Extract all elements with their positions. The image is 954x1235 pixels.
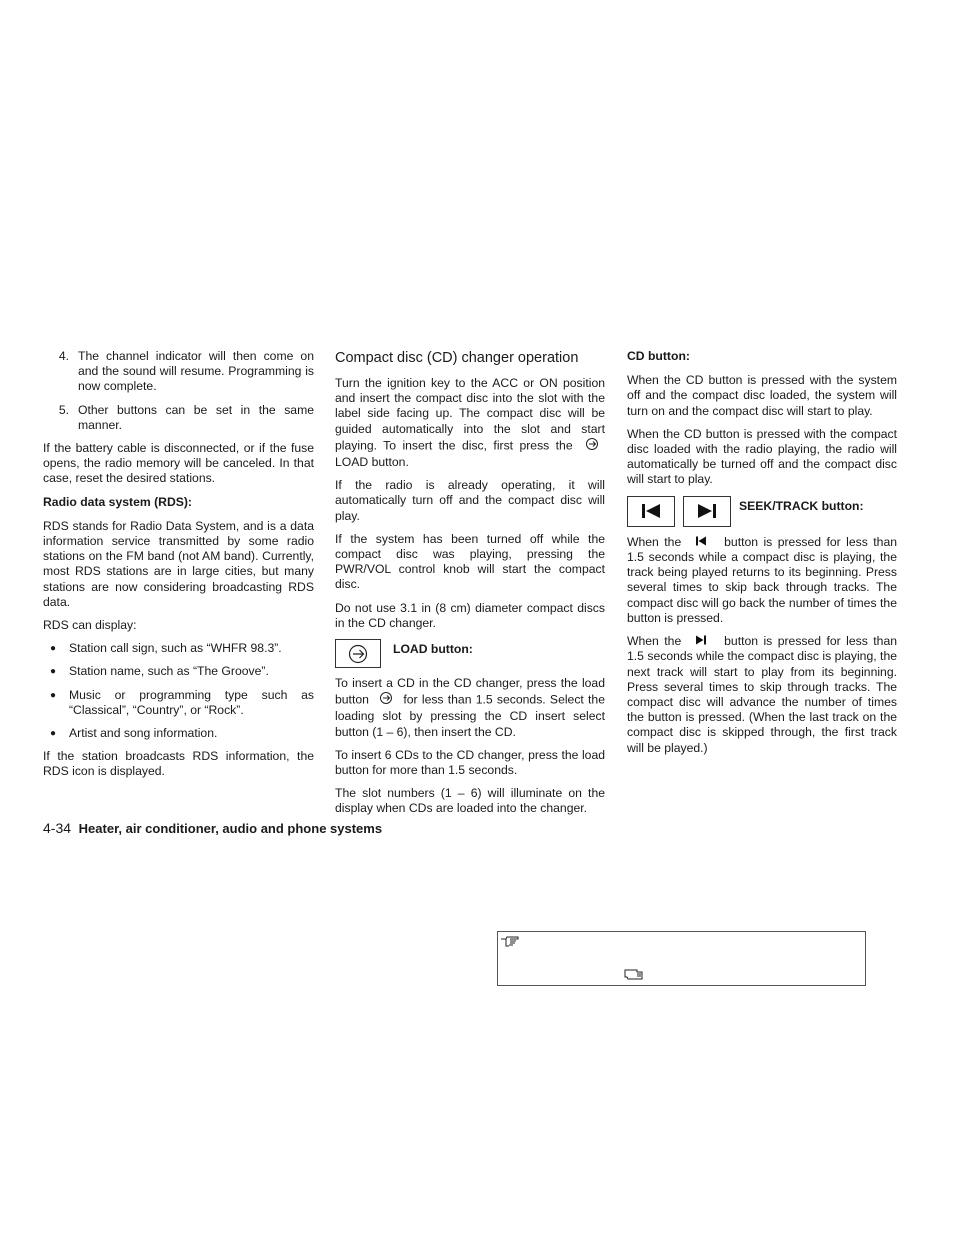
load-button-label: LOAD button:	[393, 642, 473, 657]
radio-operating-paragraph: If the radio is already operating, it will automatically turn off and the compact disc will play.	[335, 478, 605, 523]
seek-back-paragraph: When the button is pressed for less than 1.5 seconds while a compact disc is playing, the track being played returns to its beginning. Press several times to skip back through tracks. The compact disc will go back the number of times the button is pressed.	[627, 534, 898, 625]
list-item: ● Artist and song information.	[43, 726, 314, 741]
seek-back-icon	[627, 496, 675, 527]
page-number: 4-34	[43, 820, 72, 836]
list-item: ● Music or programming type such as “Classical”, “Country”, or “Rock”.	[43, 688, 314, 718]
system-off-paragraph: If the system has been turned off while the compact disc was playing, pressing the PWR/VOL control knob will start the compact disc.	[335, 531, 605, 592]
pointing-hand-icon	[500, 934, 520, 952]
bullet-icon: ●	[50, 666, 57, 678]
insert-disc-paragraph: Turn the ignition key to the ACC or ON position and insert the compact disc into the slot with the label side facing up. The compact disc will be guided automatically into the slot and start playing. To insert the disc, first press the LOAD button.	[335, 376, 605, 470]
cd-radio-playing-paragraph: When the CD button is pressed with the compact disc loaded with the radio playing, the radio will automatically be turned off and the compact disc will start to play.	[627, 426, 897, 487]
seek-forward-icon	[695, 634, 707, 649]
list-item: ● Station call sign, such as “WHFR 98.3”.	[43, 641, 314, 656]
slot-numbers-paragraph: The slot numbers (1 – 6) will illuminate on the display when CDs are loaded into the changer.	[335, 786, 605, 816]
right-column	[627, 349, 897, 764]
load-eject-icon	[335, 639, 381, 668]
section-heading: Compact disc (CD) changer operation	[335, 350, 579, 366]
chapter-title: Heater, air conditioner, audio and phone systems	[78, 821, 383, 836]
rds-paragraph: RDS stands for Radio Data System, and is a data information service transmitted by some radio stations on the FM band (not AM band). Currently, most RDS stations are in large cities, but many stations are now considering broadcasting RDS data.	[43, 518, 314, 609]
reference-note-box	[497, 931, 866, 986]
load-button-row	[335, 639, 605, 668]
rds-icon-paragraph: If the station broadcasts RDS information, the RDS icon is displayed.	[43, 749, 314, 779]
bullet-icon: ●	[50, 728, 57, 740]
left-column	[43, 349, 314, 788]
battery-paragraph: If the battery cable is disconnected, or if the fuse opens, the radio memory will be canceled. In that case, reset the desired stations.	[43, 441, 314, 486]
list-item: ● Station name, such as “The Groove”.	[43, 664, 314, 679]
load-eject-icon	[579, 437, 605, 455]
seek-track-label: SEEK/TRACK button:	[739, 498, 864, 513]
seek-back-icon	[695, 535, 707, 550]
rds-bullet-list	[43, 641, 314, 741]
rds-display-intro: RDS can display:	[43, 618, 137, 633]
load-eject-icon	[373, 691, 399, 709]
step-number: 5.	[58, 402, 69, 417]
step-5	[43, 403, 314, 433]
step-text: The channel indicator will then come on and the sound will resume. Programming is now complete.	[78, 349, 314, 394]
bullet-icon: ●	[50, 643, 57, 655]
cd-button-heading: CD button:	[627, 349, 690, 363]
seek-track-button-row	[627, 496, 897, 527]
insert-cd-paragraph: To insert a CD in the CD changer, press the load button for less than 1.5 seconds. Select the loading slot by pressing the CD insert select button (1 – 6), then insert the CD.	[335, 676, 605, 739]
step-text: Other buttons can be set in the same manner.	[78, 402, 314, 432]
page-footer	[43, 820, 382, 836]
pointing-hand-icon	[624, 967, 644, 985]
seek-forward-paragraph: When the button is pressed for less than 1.5 seconds while the compact disc is playing, the next track will start to play from its beginning. Press several times to skip through tracks. The compact disc will advance the number of times the button is pressed. (When the last track on the compact disc is skipped through, the first track will be played.)	[627, 634, 898, 755]
insert-six-cds-paragraph: To insert 6 CDs to the CD changer, press the load button for more than 1.5 seconds.	[335, 747, 605, 778]
cd-system-off-paragraph: When the CD button is pressed with the system off and the compact disc loaded, the system will turn on and the compact disc will start to play.	[627, 373, 897, 418]
seek-forward-icon	[683, 496, 731, 527]
rds-heading: Radio data system (RDS):	[43, 494, 192, 509]
bullet-icon: ●	[50, 689, 57, 701]
middle-column	[335, 349, 605, 825]
step-4	[43, 349, 314, 395]
step-number: 4.	[58, 349, 69, 363]
disc-size-paragraph: Do not use 3.1 in (8 cm) diameter compact discs in the CD changer.	[335, 600, 605, 630]
